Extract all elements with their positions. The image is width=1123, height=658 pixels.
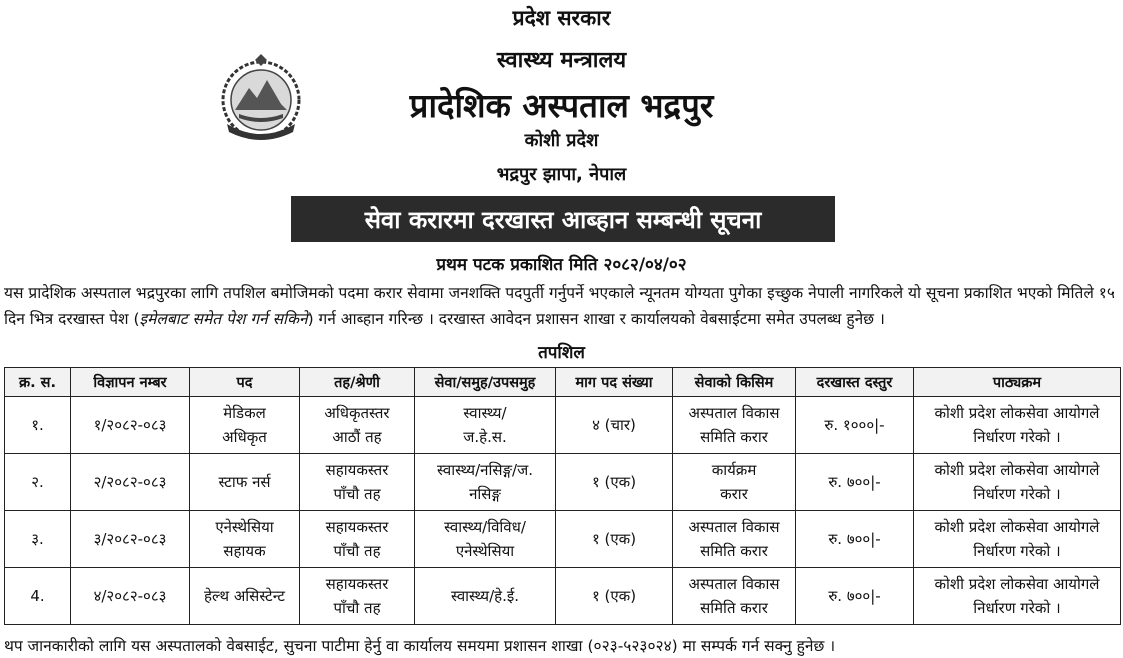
post-line2: अधिकृत (222, 428, 267, 446)
level-line2: पाँचौ तह (333, 485, 381, 503)
cell-level (300, 568, 415, 625)
intro-emphasis: इमेलबाट समेत पेश गर्न सकिने (139, 310, 308, 328)
cell-service (415, 568, 556, 625)
level-line1: अधिकृतस्तर (324, 404, 390, 422)
cell-serial: ३. (5, 511, 71, 568)
cell-count: १ (एक) (556, 568, 673, 625)
cell-service (415, 511, 556, 568)
cell-adv-number: २/२०८२-०८३ (71, 454, 190, 511)
post-line1: एनेस्थेसिया (215, 518, 274, 536)
post-line1: स्टाफ नर्स (218, 473, 271, 491)
cell-syllabus (914, 511, 1121, 568)
province-name: कोशी प्रदेश (524, 130, 599, 151)
cell-level (300, 454, 415, 511)
type-line1: अस्पताल विकास (688, 518, 780, 536)
cell-fee: रु. १०००|- (796, 397, 914, 454)
col-count: माग पद संख्या (556, 368, 673, 397)
syllabus-line2: निर्धारण गरेको । (973, 542, 1061, 560)
service-line2: एनेस्थेसिया (455, 542, 515, 560)
cell-syllabus (914, 454, 1121, 511)
hospital-name: प्रादेशिक अस्पताल भद्रपुर (409, 86, 714, 125)
cell-level (300, 397, 415, 454)
cell-service (415, 397, 556, 454)
intro-text-part2: ) गर्न आब्हान गरिन्छ । दरखास्त आवेदन प्रशासन शाखा र कार्यालयको वेबसाईटमा समेत उपलब्ध हुनेछ । (307, 310, 885, 328)
cell-serial: 4. (5, 568, 71, 625)
table-row (5, 397, 1121, 454)
cell-post (190, 454, 300, 511)
table-row (5, 511, 1121, 568)
post-line1: मेडिकल (223, 404, 266, 422)
cell-service (415, 454, 556, 511)
cell-service-type (673, 454, 796, 511)
table-header-row (5, 368, 1121, 397)
col-fee: दरखास्त दस्तुर (796, 368, 914, 397)
col-post: पद (190, 368, 300, 397)
service-line2: ज.हे.स. (463, 428, 507, 446)
notice-title-banner: सेवा करारमा दरखास्त आब्हान सम्बन्धी सूचना (291, 196, 835, 242)
cell-service-type (673, 511, 796, 568)
cell-count: १ (एक) (556, 511, 673, 568)
table-title: तपशिल (538, 343, 585, 363)
cell-fee: रु. ७००|- (796, 511, 914, 568)
cell-post (190, 568, 300, 625)
type-line2: समिति करार (700, 542, 768, 560)
service-line1: स्वास्थ्य/ (463, 404, 507, 422)
type-line2: समिति करार (700, 428, 768, 446)
cell-level (300, 511, 415, 568)
publish-date: प्रथम पटक प्रकाशित मिति २०८२/०४/०२ (436, 255, 687, 275)
cell-serial: २. (5, 454, 71, 511)
table-row (5, 454, 1121, 511)
cell-syllabus (914, 397, 1121, 454)
footer-contact-note: थप जानकारीको लागि यस अस्पतालको वेबसाईट, सुचना पाटीमा हेर्नु वा कार्यालय समयमा प्रशासन शाखा (०२३-५२३०२४) मा सम्पर्क गर्न सक्नु हुनेछ । (4, 637, 836, 655)
col-service-type: सेवाको किसिम (673, 368, 796, 397)
hospital-address: भद्रपुर झापा, नेपाल (496, 164, 627, 185)
syllabus-line2: निर्धारण गरेको । (973, 428, 1061, 446)
service-line1: स्वास्थ्य/विविध/ (444, 518, 526, 536)
type-line2: समिति करार (700, 599, 768, 617)
syllabus-line1: कोशी प्रदेश लोकसेवा आयोगले (934, 461, 1100, 479)
cell-fee: रु. ७००|- (796, 454, 914, 511)
syllabus-line1: कोशी प्रदेश लोकसेवा आयोगले (934, 575, 1100, 593)
type-line1: अस्पताल विकास (688, 575, 780, 593)
col-adv-number: विज्ञापन नम्बर (71, 368, 190, 397)
service-line2: नसिङ्ग (469, 485, 501, 503)
level-line1: सहायकस्तर (325, 575, 389, 593)
cell-adv-number: ४/२०८२-०८३ (71, 568, 190, 625)
cell-serial: १. (5, 397, 71, 454)
syllabus-line1: कोशी प्रदेश लोकसेवा आयोगले (934, 404, 1100, 422)
service-line1: स्वास्थ्य/हे.ई. (450, 587, 519, 605)
cell-count: ४ (चार) (556, 397, 673, 454)
cell-adv-number: ३/२०८२-०८३ (71, 511, 190, 568)
cell-service-type (673, 568, 796, 625)
syllabus-line2: निर्धारण गरेको । (973, 599, 1061, 617)
government-heading: प्रदेश सरकार (512, 6, 611, 30)
col-syllabus: पाठ्यक्रम (914, 368, 1121, 397)
type-line2: करार (720, 485, 748, 503)
vacancy-table (4, 367, 1121, 625)
col-level: तह/श्रेणी (300, 368, 415, 397)
post-line2: सहायक (223, 542, 266, 560)
table-row (5, 568, 1121, 625)
syllabus-line1: कोशी प्रदेश लोकसेवा आयोगले (934, 518, 1100, 536)
type-line1: कार्यक्रम (711, 461, 757, 479)
level-line1: सहायकस्तर (325, 461, 389, 479)
cell-service-type (673, 397, 796, 454)
cell-count: १ (एक) (556, 454, 673, 511)
level-line1: सहायकस्तर (325, 518, 389, 536)
level-line2: आठौं तह (332, 428, 382, 446)
col-service: सेवा/समुह/उपसमुह (415, 368, 556, 397)
cell-post (190, 397, 300, 454)
service-line1: स्वास्थ्य/नसिङ्ग/ज. (437, 461, 533, 479)
cell-fee: रु. ७००|- (796, 568, 914, 625)
cell-post (190, 511, 300, 568)
ministry-heading: स्वास्थ्य मन्त्रालय (496, 48, 627, 73)
cell-syllabus (914, 568, 1121, 625)
cell-adv-number: १/२०८२-०८३ (71, 397, 190, 454)
intro-paragraph (4, 280, 1120, 332)
post-line1: हेल्थ असिस्टेन्ट (204, 587, 285, 605)
syllabus-line2: निर्धारण गरेको । (973, 485, 1061, 503)
level-line2: पाँचौ तह (333, 542, 381, 560)
col-serial: क्र. स. (5, 368, 71, 397)
intro-text-part1: यस प्रादेशिक अस्पताल भद्रपुरका लागि तपशिल बमोजिमको पदमा करार सेवामा जनशक्ति पदपुर्ती गर्नुपर्ने भएकाले न्यूनतम योग्यता पुगेका इच्छुक नेपाली नागरिकले यो सूचना प्रकाशित भएको मितिले १५ दिन भित्र दरखास्त पेश ( (4, 284, 1115, 328)
type-line1: अस्पताल विकास (688, 404, 780, 422)
level-line2: पाँचौ तह (333, 599, 381, 617)
